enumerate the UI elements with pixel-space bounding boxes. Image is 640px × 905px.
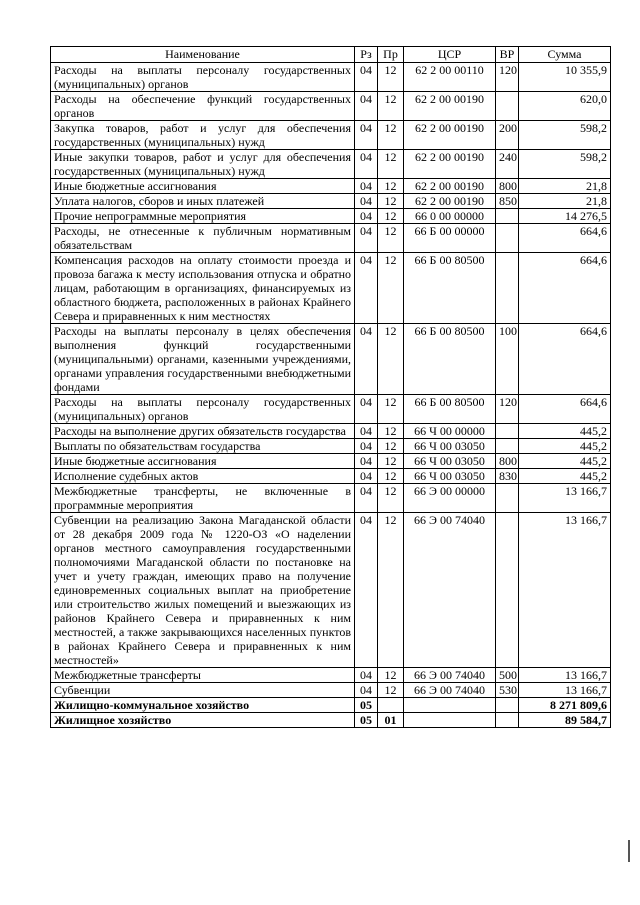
cell-csr: 66 Э 00 74040 [404,513,496,668]
cell-vr [496,424,519,439]
cell-name: Прочие непрограммные мероприятия [51,209,355,224]
cell-rz: 04 [355,63,378,92]
cell-rz: 04 [355,454,378,469]
cell-sum: 13 166,7 [519,668,611,683]
cell-vr [496,253,519,324]
cell-csr: 66 0 00 00000 [404,209,496,224]
cell-rz: 04 [355,424,378,439]
header-vr: ВР [496,47,519,63]
cell-vr: 850 [496,194,519,209]
cell-name: Жилищное хозяйство [51,713,355,728]
cell-sum: 598,2 [519,150,611,179]
cell-csr: 66 Б 00 80500 [404,253,496,324]
budget-table [50,46,611,728]
cell-pr: 12 [378,121,404,150]
cell-pr: 12 [378,439,404,454]
header-row [51,47,611,63]
table-row [51,194,611,209]
cell-pr: 12 [378,324,404,395]
cell-vr: 100 [496,324,519,395]
cell-vr [496,484,519,513]
cell-vr: 200 [496,121,519,150]
cell-csr: 62 2 00 00190 [404,121,496,150]
cell-vr: 800 [496,454,519,469]
cell-csr: 66 Э 00 74040 [404,668,496,683]
cell-rz: 04 [355,209,378,224]
cell-name: Иные бюджетные ассигнования [51,179,355,194]
cell-pr: 12 [378,469,404,484]
cell-name: Расходы на выполнение других обязательств государства [51,424,355,439]
cell-rz: 04 [355,224,378,253]
cell-sum: 13 166,7 [519,484,611,513]
cell-csr: 66 Э 00 74040 [404,683,496,698]
cell-rz: 04 [355,683,378,698]
cell-pr: 12 [378,683,404,698]
cell-sum: 664,6 [519,324,611,395]
cell-sum: 13 166,7 [519,513,611,668]
cell-csr: 62 2 00 00190 [404,150,496,179]
table-row [51,713,611,728]
cell-rz: 04 [355,92,378,121]
table-row [51,469,611,484]
cell-csr: 62 2 00 00190 [404,179,496,194]
cell-pr: 12 [378,484,404,513]
cell-csr: 66 Ч 00 00000 [404,424,496,439]
table-row [51,224,611,253]
cell-name: Межбюджетные трансферты, не включенные в программные мероприятия [51,484,355,513]
cell-vr [496,224,519,253]
table-row [51,484,611,513]
cell-name: Иные бюджетные ассигнования [51,454,355,469]
cell-pr: 12 [378,63,404,92]
table-row [51,513,611,668]
table-row [51,179,611,194]
cell-name: Иные закупки товаров, работ и услуг для обеспечения государственных (муниципальных) нужд [51,150,355,179]
cell-csr: 66 Э 00 00000 [404,484,496,513]
cell-pr [378,698,404,713]
cell-sum: 598,2 [519,121,611,150]
cell-vr: 530 [496,683,519,698]
cell-sum: 445,2 [519,424,611,439]
table-row [51,424,611,439]
cell-vr: 830 [496,469,519,484]
cell-sum: 664,6 [519,395,611,424]
cell-sum: 21,8 [519,194,611,209]
table-row [51,454,611,469]
table-row [51,63,611,92]
cell-rz: 04 [355,253,378,324]
cell-rz: 04 [355,395,378,424]
cell-sum: 21,8 [519,179,611,194]
cell-csr: 66 Ч 00 03050 [404,439,496,454]
table-row [51,121,611,150]
header-name: Наименование [51,47,355,63]
cell-name: Субвенции на реализацию Закона Магаданской области от 28 декабря 2009 года № 1220-ОЗ «О наделении органов местного самоуправления государственными полномочиями Магаданской области по постановке на учет и учету граждан, имеющих право на получение единовременных социальных выплат на приобретение или строительство жилых помещений и выезжающих из районов Крайнего Севера и приравненных к ним местностей, а также закрывающихся населенных пунктов в районах Крайнего Севера и приравненных к ним местностей» [51,513,355,668]
cell-sum: 664,6 [519,253,611,324]
cell-csr [404,698,496,713]
cell-rz: 05 [355,713,378,728]
cell-sum: 14 276,5 [519,209,611,224]
table-row [51,668,611,683]
cell-vr [496,698,519,713]
table-row [51,439,611,454]
cell-name: Субвенции [51,683,355,698]
cell-rz: 04 [355,324,378,395]
cell-name: Закупка товаров, работ и услуг для обеспечения государственных (муниципальных) нужд [51,121,355,150]
cell-vr [496,92,519,121]
table-row [51,683,611,698]
cell-rz: 04 [355,439,378,454]
cell-vr [496,209,519,224]
cell-pr: 12 [378,209,404,224]
cell-pr: 12 [378,395,404,424]
cell-vr [496,513,519,668]
cell-name: Расходы на выплаты персоналу государственных (муниципальных) органов [51,395,355,424]
cell-sum: 445,2 [519,454,611,469]
cell-pr: 12 [378,424,404,439]
cell-pr: 12 [378,194,404,209]
cell-sum: 445,2 [519,439,611,454]
cell-name: Выплаты по обязательствам государства [51,439,355,454]
cell-pr: 12 [378,92,404,121]
header-csr: ЦСР [404,47,496,63]
header-rz: Рз [355,47,378,63]
cell-name: Жилищно-коммунальное хозяйство [51,698,355,713]
cell-sum: 445,2 [519,469,611,484]
cell-sum: 620,0 [519,92,611,121]
table-row [51,92,611,121]
cell-sum: 664,6 [519,224,611,253]
cell-vr [496,713,519,728]
cell-rz: 05 [355,698,378,713]
table-row [51,253,611,324]
cell-csr: 62 2 00 00190 [404,194,496,209]
cell-name: Компенсация расходов на оплату стоимости проезда и провоза багажа к месту использования отпуска и обратно лицам, работающим в организациях, финансируемых из областного бюджета, расположенных в районах Крайнего Севера и приравненных к ним местностях [51,253,355,324]
cell-sum: 13 166,7 [519,683,611,698]
cell-name: Исполнение судебных актов [51,469,355,484]
cell-name: Расходы, не отнесенные к публичным нормативным обязательствам [51,224,355,253]
cell-csr [404,713,496,728]
cell-pr: 12 [378,224,404,253]
cell-vr: 120 [496,63,519,92]
cell-vr: 500 [496,668,519,683]
cell-pr: 01 [378,713,404,728]
cell-pr: 12 [378,253,404,324]
table-row [51,150,611,179]
cell-name: Расходы на обеспечение функций государственных органов [51,92,355,121]
table-row [51,698,611,713]
cell-pr: 12 [378,454,404,469]
table-row [51,324,611,395]
cell-csr: 62 2 00 00110 [404,63,496,92]
table-row [51,395,611,424]
cell-rz: 04 [355,121,378,150]
cell-name: Уплата налогов, сборов и иных платежей [51,194,355,209]
cell-pr: 12 [378,513,404,668]
cell-rz: 04 [355,513,378,668]
cell-vr: 800 [496,179,519,194]
cell-rz: 04 [355,179,378,194]
cell-csr: 66 Ч 00 03050 [404,454,496,469]
cell-rz: 04 [355,484,378,513]
cell-csr: 66 Ч 00 03050 [404,469,496,484]
cell-name: Расходы на выплаты персоналу в целях обеспечения выполнения функций государственными (муниципальными) органами, казенными учреждениями, органами управления государственными внебюджетными фондами [51,324,355,395]
cell-vr [496,439,519,454]
cell-sum: 89 584,7 [519,713,611,728]
cell-sum: 10 355,9 [519,63,611,92]
table-row [51,209,611,224]
cell-rz: 04 [355,469,378,484]
cell-vr: 120 [496,395,519,424]
header-sum: Сумма [519,47,611,63]
cell-csr: 66 Б 00 80500 [404,324,496,395]
cell-csr: 62 2 00 00190 [404,92,496,121]
cell-vr: 240 [496,150,519,179]
cell-sum: 8 271 809,6 [519,698,611,713]
cell-pr: 12 [378,150,404,179]
cell-name: Расходы на выплаты персоналу государственных (муниципальных) органов [51,63,355,92]
cell-rz: 04 [355,194,378,209]
cell-csr: 66 Б 00 00000 [404,224,496,253]
cell-csr: 66 Б 00 80500 [404,395,496,424]
cell-pr: 12 [378,668,404,683]
cell-rz: 04 [355,150,378,179]
cell-name: Межбюджетные трансферты [51,668,355,683]
cell-rz: 04 [355,668,378,683]
cell-pr: 12 [378,179,404,194]
scan-margin-mark [628,840,630,862]
header-pr: Пр [378,47,404,63]
